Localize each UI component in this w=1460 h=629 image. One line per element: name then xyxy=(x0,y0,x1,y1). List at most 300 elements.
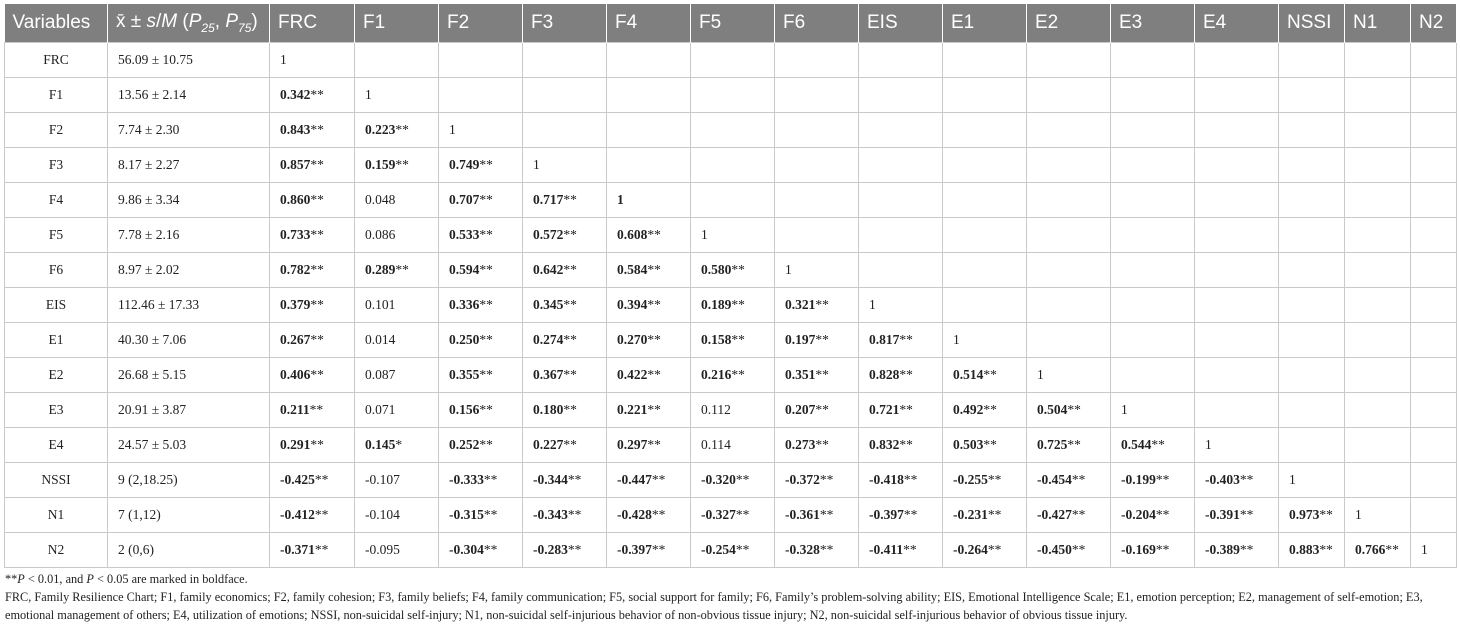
empty-cell xyxy=(943,218,1027,253)
empty-cell xyxy=(1411,218,1457,253)
correlation-cell xyxy=(1111,393,1195,428)
correlation-cell xyxy=(859,323,943,358)
correlation-value: -0.095 xyxy=(365,542,400,557)
correlation-value: 0.533 xyxy=(449,227,480,242)
significance-marker: ** xyxy=(310,227,324,242)
correlation-value: -0.427 xyxy=(1037,507,1072,522)
correlation-value: 0.345 xyxy=(533,297,564,312)
correlation-cell xyxy=(439,253,523,288)
row-descriptive-stat: 20.91 ± 3.87 xyxy=(108,393,270,428)
row-descriptive-stat: 8.17 ± 2.27 xyxy=(108,148,270,183)
header-stats-p25-sub: 25 xyxy=(201,20,215,35)
correlation-value: -0.107 xyxy=(365,472,400,487)
empty-cell xyxy=(355,43,439,78)
header-col-e3: E3 xyxy=(1111,4,1195,43)
significance-marker: ** xyxy=(479,192,493,207)
header-col-eis: EIS xyxy=(859,4,943,43)
correlation-cell xyxy=(439,288,523,323)
correlation-cell xyxy=(355,463,439,498)
correlation-cell xyxy=(270,43,355,78)
correlation-cell xyxy=(523,533,607,568)
correlation-cell xyxy=(859,393,943,428)
significance-marker: ** xyxy=(310,192,324,207)
significance-marker: ** xyxy=(1239,542,1254,557)
significance-marker: ** xyxy=(983,437,997,452)
header-descriptive-stats xyxy=(108,4,270,43)
correlation-cell xyxy=(439,113,523,148)
correlation-cell xyxy=(859,288,943,323)
empty-cell xyxy=(1111,323,1195,358)
significance-marker: * xyxy=(395,437,403,452)
empty-cell xyxy=(1345,393,1411,428)
correlation-value: -0.315 xyxy=(449,507,484,522)
significance-marker: ** xyxy=(1071,507,1086,522)
correlation-cell xyxy=(270,288,355,323)
correlation-value: 1 xyxy=(1289,472,1296,487)
empty-cell xyxy=(439,43,523,78)
significance-marker: ** xyxy=(1151,437,1165,452)
correlation-value: -0.320 xyxy=(701,472,736,487)
empty-cell xyxy=(1345,428,1411,463)
correlation-value: 0.207 xyxy=(785,402,816,417)
correlation-value: -0.169 xyxy=(1121,542,1156,557)
correlation-value: 0.422 xyxy=(617,367,648,382)
correlation-cell xyxy=(355,78,439,113)
empty-cell xyxy=(1111,253,1195,288)
correlation-cell xyxy=(607,498,691,533)
empty-cell xyxy=(1279,393,1345,428)
correlation-cell xyxy=(439,533,523,568)
row-label: F6 xyxy=(5,253,108,288)
correlation-value: -0.283 xyxy=(533,542,568,557)
row-descriptive-stat: 7.74 ± 2.30 xyxy=(108,113,270,148)
correlation-value: -0.204 xyxy=(1121,507,1156,522)
correlation-cell xyxy=(1027,463,1111,498)
correlation-cell xyxy=(859,463,943,498)
correlation-value: 0.642 xyxy=(533,262,564,277)
correlation-value: 0.973 xyxy=(1289,507,1320,522)
correlation-value: 0.782 xyxy=(280,262,311,277)
correlation-cell xyxy=(859,428,943,463)
empty-cell xyxy=(1411,43,1457,78)
empty-cell xyxy=(1345,113,1411,148)
empty-cell xyxy=(1027,253,1111,288)
empty-cell xyxy=(691,43,775,78)
correlation-table xyxy=(4,4,1457,568)
correlation-cell xyxy=(270,78,355,113)
significance-marker: ** xyxy=(647,297,661,312)
correlation-value: 0.197 xyxy=(785,332,816,347)
correlation-cell xyxy=(859,533,943,568)
correlation-cell xyxy=(439,358,523,393)
table-row xyxy=(5,498,1457,533)
empty-cell xyxy=(1027,113,1111,148)
empty-cell xyxy=(1195,253,1279,288)
header-col-frc: FRC xyxy=(270,4,355,43)
correlation-cell xyxy=(775,498,859,533)
significance-marker: ** xyxy=(310,332,324,347)
significance-marker: ** xyxy=(651,507,666,522)
correlation-value: 0.504 xyxy=(1037,402,1068,417)
empty-cell xyxy=(1345,288,1411,323)
correlation-cell xyxy=(270,358,355,393)
significance-marker: ** xyxy=(647,332,661,347)
correlation-cell xyxy=(607,253,691,288)
table-row xyxy=(5,148,1457,183)
correlation-cell xyxy=(523,183,607,218)
correlation-cell xyxy=(943,393,1027,428)
significance-marker: ** xyxy=(647,227,661,242)
row-label: F4 xyxy=(5,183,108,218)
correlation-value: -0.199 xyxy=(1121,472,1156,487)
correlation-value: 0.189 xyxy=(701,297,732,312)
table-row xyxy=(5,358,1457,393)
significance-marker: ** xyxy=(987,542,1002,557)
correlation-value: 0.725 xyxy=(1037,437,1068,452)
significance-marker: ** xyxy=(1067,402,1081,417)
significance-marker: ** xyxy=(983,402,997,417)
correlation-cell xyxy=(355,323,439,358)
empty-cell xyxy=(1345,463,1411,498)
significance-marker: ** xyxy=(483,472,498,487)
significance-marker: ** xyxy=(310,87,324,102)
correlation-cell xyxy=(439,323,523,358)
correlation-cell xyxy=(607,218,691,253)
empty-cell xyxy=(691,183,775,218)
row-descriptive-stat: 26.68 ± 5.15 xyxy=(108,358,270,393)
empty-cell xyxy=(1279,183,1345,218)
empty-cell xyxy=(1111,113,1195,148)
correlation-value: 0.379 xyxy=(280,297,311,312)
table-row xyxy=(5,533,1457,568)
correlation-value: -0.327 xyxy=(701,507,736,522)
significance-marker: ** xyxy=(903,542,917,557)
significance-marker: ** xyxy=(1155,507,1170,522)
header-stats-mean-pm: x̄ ± xyxy=(116,11,147,33)
significance-marker: ** xyxy=(647,262,661,277)
empty-cell xyxy=(1279,323,1345,358)
significance-marker: ** xyxy=(815,437,829,452)
significance-marker: ** xyxy=(735,542,750,557)
correlation-value: 0.342 xyxy=(280,87,311,102)
correlation-value: 1 xyxy=(1037,367,1044,382)
header-col-n1: N1 xyxy=(1345,4,1411,43)
empty-cell xyxy=(1345,358,1411,393)
correlation-cell xyxy=(355,393,439,428)
empty-cell xyxy=(1027,323,1111,358)
correlation-cell xyxy=(1195,533,1279,568)
empty-cell xyxy=(775,218,859,253)
correlation-cell xyxy=(1111,428,1195,463)
correlation-cell xyxy=(1111,533,1195,568)
correlation-cell xyxy=(523,358,607,393)
significance-marker: ** xyxy=(395,262,409,277)
empty-cell xyxy=(1279,113,1345,148)
correlation-value: -0.304 xyxy=(449,542,484,557)
correlation-cell xyxy=(523,253,607,288)
header-stats-p25: P xyxy=(188,11,202,33)
empty-cell xyxy=(1411,183,1457,218)
correlation-value: 0.749 xyxy=(449,157,480,172)
significance-marker: ** xyxy=(1155,472,1170,487)
correlation-cell xyxy=(439,183,523,218)
significance-marker: ** xyxy=(1071,472,1086,487)
correlation-value: 0.721 xyxy=(869,402,900,417)
table-row xyxy=(5,288,1457,323)
correlation-cell xyxy=(607,533,691,568)
row-label: NSSI xyxy=(5,463,108,498)
correlation-cell xyxy=(859,358,943,393)
correlation-value: 0.514 xyxy=(953,367,984,382)
sig-note-end: < 0.05 are marked in boldface. xyxy=(93,572,248,586)
empty-cell xyxy=(1027,218,1111,253)
empty-cell xyxy=(1111,288,1195,323)
correlation-cell xyxy=(355,288,439,323)
header-col-n2: N2 xyxy=(1411,4,1457,43)
empty-cell xyxy=(1279,428,1345,463)
correlation-cell xyxy=(270,323,355,358)
correlation-cell xyxy=(691,323,775,358)
correlation-cell xyxy=(1027,498,1111,533)
correlation-cell xyxy=(270,533,355,568)
correlation-cell xyxy=(691,253,775,288)
significance-marker: ** xyxy=(1155,542,1170,557)
correlation-cell xyxy=(691,358,775,393)
empty-cell xyxy=(775,78,859,113)
correlation-value: 0.273 xyxy=(785,437,816,452)
row-descriptive-stat: 24.57 ± 5.03 xyxy=(108,428,270,463)
correlation-value: -0.389 xyxy=(1205,542,1240,557)
correlation-value: 0.394 xyxy=(617,297,648,312)
correlation-cell xyxy=(859,498,943,533)
empty-cell xyxy=(1195,148,1279,183)
correlation-value: 0.492 xyxy=(953,402,984,417)
correlation-value: 1 xyxy=(533,157,540,172)
empty-cell xyxy=(1111,148,1195,183)
empty-cell xyxy=(1111,43,1195,78)
empty-cell xyxy=(775,148,859,183)
correlation-cell xyxy=(1279,533,1345,568)
empty-cell xyxy=(1111,183,1195,218)
abbreviations-note: FRC, Family Resilience Chart; F1, family economics; F2, family cohesion; F3, family beliefs; F4, family communication; F5, social support for family; F6, Family’s problem-solving ability; EIS, Emotional Intelligence Scale; E1, emotion perception; E2, management of self-emotion; E3, emotional management of others; E4, utilization of emotions; NSSI, non-suicidal self-injury; N1, non-suicidal self-injurious behavior of non-obvious tissue injury; N2, non-suicidal self-injurious behavior of obvious tissue injury. xyxy=(5,590,1423,622)
correlation-value: 1 xyxy=(701,227,708,242)
correlation-cell xyxy=(775,533,859,568)
empty-cell xyxy=(1195,358,1279,393)
correlation-cell xyxy=(691,288,775,323)
significance-marker: ** xyxy=(735,472,750,487)
correlation-cell xyxy=(523,148,607,183)
empty-cell xyxy=(1279,253,1345,288)
correlation-value: -0.104 xyxy=(365,507,400,522)
empty-cell xyxy=(943,253,1027,288)
empty-cell xyxy=(607,43,691,78)
correlation-cell xyxy=(1027,358,1111,393)
significance-marker: ** xyxy=(987,507,1002,522)
empty-cell xyxy=(1027,43,1111,78)
correlation-cell xyxy=(439,218,523,253)
sig-note-p2: P xyxy=(86,572,94,586)
correlation-value: 0.014 xyxy=(365,332,396,347)
correlation-value: -0.454 xyxy=(1037,472,1072,487)
table-row xyxy=(5,78,1457,113)
correlation-value: -0.411 xyxy=(869,542,904,557)
correlation-cell xyxy=(355,428,439,463)
significance-marker: ** xyxy=(310,157,324,172)
correlation-cell xyxy=(270,428,355,463)
correlation-value: 0.733 xyxy=(280,227,311,242)
row-label: N1 xyxy=(5,498,108,533)
row-descriptive-stat: 56.09 ± 10.75 xyxy=(108,43,270,78)
row-label: EIS xyxy=(5,288,108,323)
correlation-value: 0.584 xyxy=(617,262,648,277)
correlation-value: 0.211 xyxy=(280,402,310,417)
significance-marker: ** xyxy=(899,367,913,382)
significance-marker: ** xyxy=(314,472,329,487)
empty-cell xyxy=(859,43,943,78)
empty-cell xyxy=(775,113,859,148)
significance-marker: ** xyxy=(314,542,329,557)
correlation-cell xyxy=(607,323,691,358)
significance-marker: ** xyxy=(1239,472,1254,487)
correlation-value: 0.156 xyxy=(449,402,480,417)
correlation-cell xyxy=(691,218,775,253)
significance-marker: ** xyxy=(731,332,745,347)
correlation-value: 1 xyxy=(1121,402,1128,417)
correlation-value: 0.572 xyxy=(533,227,564,242)
empty-cell xyxy=(1195,78,1279,113)
significance-marker: ** xyxy=(903,472,918,487)
correlation-value: 1 xyxy=(280,52,287,67)
significance-marker: ** xyxy=(1319,542,1333,557)
significance-marker: ** xyxy=(310,262,324,277)
empty-cell xyxy=(1411,253,1457,288)
correlation-value: 1 xyxy=(1355,507,1362,522)
significance-marker: ** xyxy=(479,332,493,347)
empty-cell xyxy=(1279,43,1345,78)
table-row xyxy=(5,113,1457,148)
correlation-value: 0.221 xyxy=(617,402,648,417)
row-descriptive-stat: 13.56 ± 2.14 xyxy=(108,78,270,113)
significance-marker: ** xyxy=(1067,437,1081,452)
correlation-cell xyxy=(1027,428,1111,463)
correlation-cell xyxy=(270,498,355,533)
sig-note-mid: < 0.01, and xyxy=(24,572,87,586)
empty-cell xyxy=(943,78,1027,113)
correlation-value: 1 xyxy=(1205,437,1212,452)
header-col-e1: E1 xyxy=(943,4,1027,43)
significance-marker: ** xyxy=(647,437,661,452)
correlation-value: 1 xyxy=(953,332,960,347)
empty-cell xyxy=(1345,183,1411,218)
correlation-value: 0.048 xyxy=(365,192,396,207)
correlation-cell xyxy=(775,288,859,323)
significance-marker: ** xyxy=(731,367,745,382)
correlation-value: 0.321 xyxy=(785,297,816,312)
empty-cell xyxy=(943,288,1027,323)
significance-marker: ** xyxy=(903,507,918,522)
row-descriptive-stat: 8.97 ± 2.02 xyxy=(108,253,270,288)
table-body xyxy=(5,43,1457,568)
significance-marker: ** xyxy=(563,192,577,207)
header-stats-comma: , xyxy=(214,11,226,33)
empty-cell xyxy=(691,78,775,113)
correlation-cell xyxy=(1111,463,1195,498)
correlation-cell xyxy=(1111,498,1195,533)
empty-cell xyxy=(607,78,691,113)
correlation-cell xyxy=(439,148,523,183)
empty-cell xyxy=(1279,358,1345,393)
correlation-cell xyxy=(943,463,1027,498)
correlation-value: -0.254 xyxy=(701,542,736,557)
header-col-f1: F1 xyxy=(355,4,439,43)
empty-cell xyxy=(1195,113,1279,148)
significance-marker: ** xyxy=(1071,542,1086,557)
correlation-cell xyxy=(523,463,607,498)
row-label: F5 xyxy=(5,218,108,253)
correlation-value: -0.428 xyxy=(617,507,652,522)
row-label: F2 xyxy=(5,113,108,148)
header-stats-p75-sub: 75 xyxy=(238,20,252,35)
correlation-cell xyxy=(1195,498,1279,533)
row-label: FRC xyxy=(5,43,108,78)
row-descriptive-stat: 112.46 ± 17.33 xyxy=(108,288,270,323)
correlation-cell xyxy=(775,358,859,393)
correlation-value: 0.267 xyxy=(280,332,311,347)
significance-marker: ** xyxy=(815,332,829,347)
correlation-cell xyxy=(355,358,439,393)
correlation-value: 0.252 xyxy=(449,437,480,452)
header-col-e4: E4 xyxy=(1195,4,1279,43)
correlation-cell xyxy=(1411,533,1457,568)
correlation-value: 0.594 xyxy=(449,262,480,277)
correlation-cell xyxy=(607,183,691,218)
correlation-value: -0.344 xyxy=(533,472,568,487)
empty-cell xyxy=(1195,183,1279,218)
correlation-value: 0.270 xyxy=(617,332,648,347)
correlation-cell xyxy=(1195,463,1279,498)
correlation-cell xyxy=(775,253,859,288)
correlation-cell xyxy=(607,428,691,463)
significance-marker: ** xyxy=(563,437,577,452)
row-descriptive-stat: 9.86 ± 3.34 xyxy=(108,183,270,218)
empty-cell xyxy=(1345,43,1411,78)
correlation-value: 0.832 xyxy=(869,437,900,452)
significance-marker: ** xyxy=(483,542,498,557)
row-label: F3 xyxy=(5,148,108,183)
correlation-value: 0.707 xyxy=(449,192,480,207)
sig-note-p1: P xyxy=(17,572,25,586)
empty-cell xyxy=(1111,218,1195,253)
correlation-value: 1 xyxy=(869,297,876,312)
correlation-cell xyxy=(775,463,859,498)
empty-cell xyxy=(1195,43,1279,78)
correlation-value: 0.544 xyxy=(1121,437,1152,452)
correlation-value: 1 xyxy=(785,262,792,277)
row-label: E4 xyxy=(5,428,108,463)
correlation-cell xyxy=(523,288,607,323)
table-row xyxy=(5,218,1457,253)
correlation-cell xyxy=(270,218,355,253)
correlation-value: 0.071 xyxy=(365,402,396,417)
correlation-value: 0.216 xyxy=(701,367,732,382)
significance-marker: ** xyxy=(310,367,324,382)
empty-cell xyxy=(859,148,943,183)
empty-cell xyxy=(859,218,943,253)
correlation-cell xyxy=(439,428,523,463)
row-label: E2 xyxy=(5,358,108,393)
significance-marker: ** xyxy=(983,367,997,382)
empty-cell xyxy=(1027,148,1111,183)
